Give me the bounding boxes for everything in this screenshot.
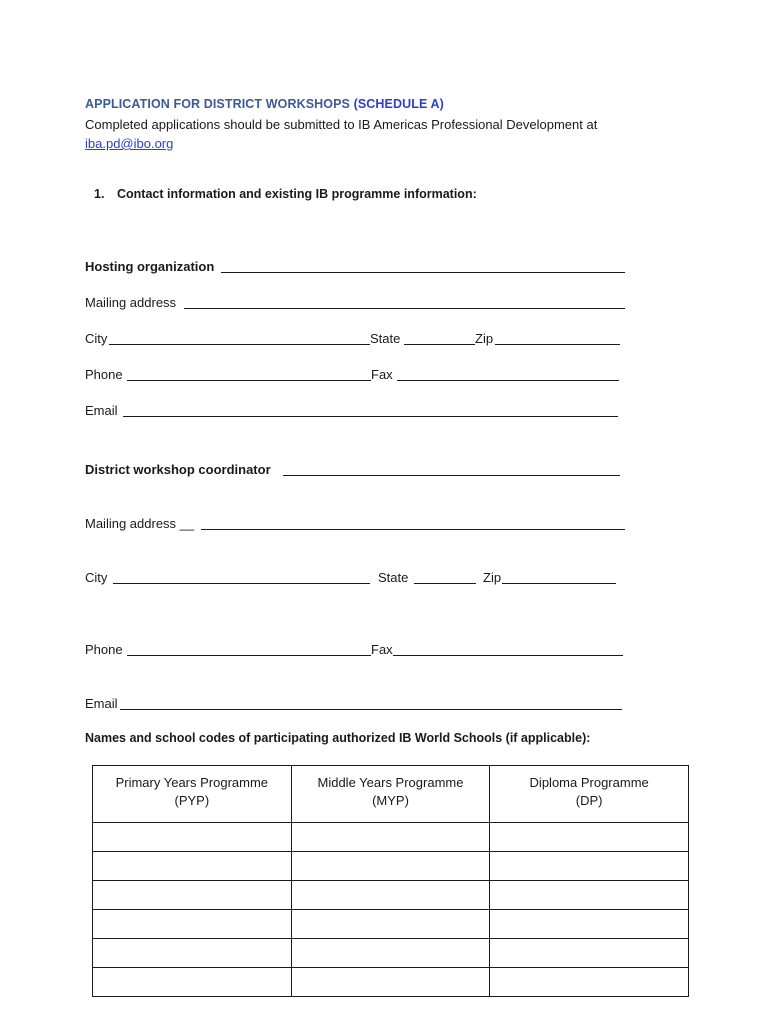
school-cell-dp[interactable] xyxy=(490,968,689,997)
coordinator-phone-label: Phone xyxy=(85,642,123,657)
coordinator-city-field[interactable] xyxy=(113,583,370,584)
hosting-phone-field[interactable] xyxy=(127,380,371,381)
hosting-city-label: City xyxy=(85,331,108,346)
column-myp-code: (MYP) xyxy=(372,793,409,808)
hosting-city-field[interactable] xyxy=(109,344,370,345)
hosting-state-label: State xyxy=(370,331,401,346)
table-row xyxy=(93,910,689,939)
hosting-mailing-field[interactable] xyxy=(184,308,625,309)
table-row xyxy=(93,881,689,910)
coordinator-mailing-field[interactable] xyxy=(201,529,625,530)
coordinator-label: District workshop coordinator xyxy=(85,462,271,477)
school-cell-myp[interactable] xyxy=(291,968,490,997)
hosting-fax-label: Fax xyxy=(371,367,393,382)
column-dp-code: (DP) xyxy=(575,793,603,808)
column-dp xyxy=(490,766,689,823)
table-row xyxy=(93,852,689,881)
coordinator-state-label: State xyxy=(378,570,409,585)
school-cell-pyp[interactable] xyxy=(93,852,292,881)
hosting-organization-label: Hosting organization xyxy=(85,259,215,274)
coordinator-mailing-label: Mailing address __ xyxy=(85,516,195,531)
column-pyp-name: Primary Years Programme xyxy=(115,775,269,790)
table-row xyxy=(93,823,689,852)
school-cell-pyp[interactable] xyxy=(93,910,292,939)
hosting-organization-field[interactable] xyxy=(221,272,625,273)
submission-instructions xyxy=(85,115,597,153)
schools-heading: Names and school codes of participating authorized IB World Schools (if applicable): xyxy=(85,731,591,745)
column-myp xyxy=(291,766,490,823)
coordinator-city-label: City xyxy=(85,570,108,585)
school-cell-myp[interactable] xyxy=(291,910,490,939)
school-cell-myp[interactable] xyxy=(291,852,490,881)
school-cell-myp[interactable] xyxy=(291,823,490,852)
coordinator-state-field[interactable] xyxy=(414,583,476,584)
schools-table xyxy=(92,765,689,997)
coordinator-zip-label: Zip xyxy=(483,570,502,585)
school-cell-pyp[interactable] xyxy=(93,823,292,852)
column-dp-name: Diploma Programme xyxy=(529,775,649,790)
table-row xyxy=(93,968,689,997)
column-myp-name: Middle Years Programme xyxy=(317,775,464,790)
hosting-mailing-label: Mailing address xyxy=(85,295,177,310)
coordinator-phone-field[interactable] xyxy=(127,655,371,656)
column-pyp-code: (PYP) xyxy=(174,793,210,808)
school-cell-dp[interactable] xyxy=(490,939,689,968)
school-cell-dp[interactable] xyxy=(490,910,689,939)
school-cell-myp[interactable] xyxy=(291,939,490,968)
hosting-phone-label: Phone xyxy=(85,367,123,382)
hosting-fax-field[interactable] xyxy=(397,380,619,381)
section-number: 1. xyxy=(94,187,105,201)
coordinator-zip-field[interactable] xyxy=(502,583,616,584)
hosting-email-label: Email xyxy=(85,403,118,418)
coordinator-fax-label: Fax xyxy=(371,642,393,657)
hosting-email-field[interactable] xyxy=(123,416,618,417)
submission-email-link[interactable]: iba.pd@ibo.org xyxy=(85,136,174,151)
form-title xyxy=(85,97,444,111)
schedule-label: (SCHEDULE A) xyxy=(353,97,444,111)
school-cell-dp[interactable] xyxy=(490,881,689,910)
form-title-text: APPLICATION FOR DISTRICT WORKSHOPS xyxy=(85,97,350,111)
coordinator-fax-field[interactable] xyxy=(393,655,623,656)
hosting-state-field[interactable] xyxy=(404,344,475,345)
school-cell-pyp[interactable] xyxy=(93,881,292,910)
school-cell-pyp[interactable] xyxy=(93,968,292,997)
schools-table-header xyxy=(93,766,689,823)
table-row xyxy=(93,939,689,968)
instructions-text: Completed applications should be submitted to IB Americas Professional Development at xyxy=(85,117,598,132)
school-cell-myp[interactable] xyxy=(291,881,490,910)
school-cell-pyp[interactable] xyxy=(93,939,292,968)
schools-table-body xyxy=(93,823,689,997)
coordinator-field[interactable] xyxy=(283,475,620,476)
hosting-zip-label: Zip xyxy=(475,331,494,346)
hosting-zip-field[interactable] xyxy=(495,344,620,345)
school-cell-dp[interactable] xyxy=(490,852,689,881)
section-heading: Contact information and existing IB programme information: xyxy=(117,187,477,201)
coordinator-email-field[interactable] xyxy=(120,709,622,710)
coordinator-email-label: Email xyxy=(85,696,118,711)
school-cell-dp[interactable] xyxy=(490,823,689,852)
column-pyp xyxy=(93,766,292,823)
